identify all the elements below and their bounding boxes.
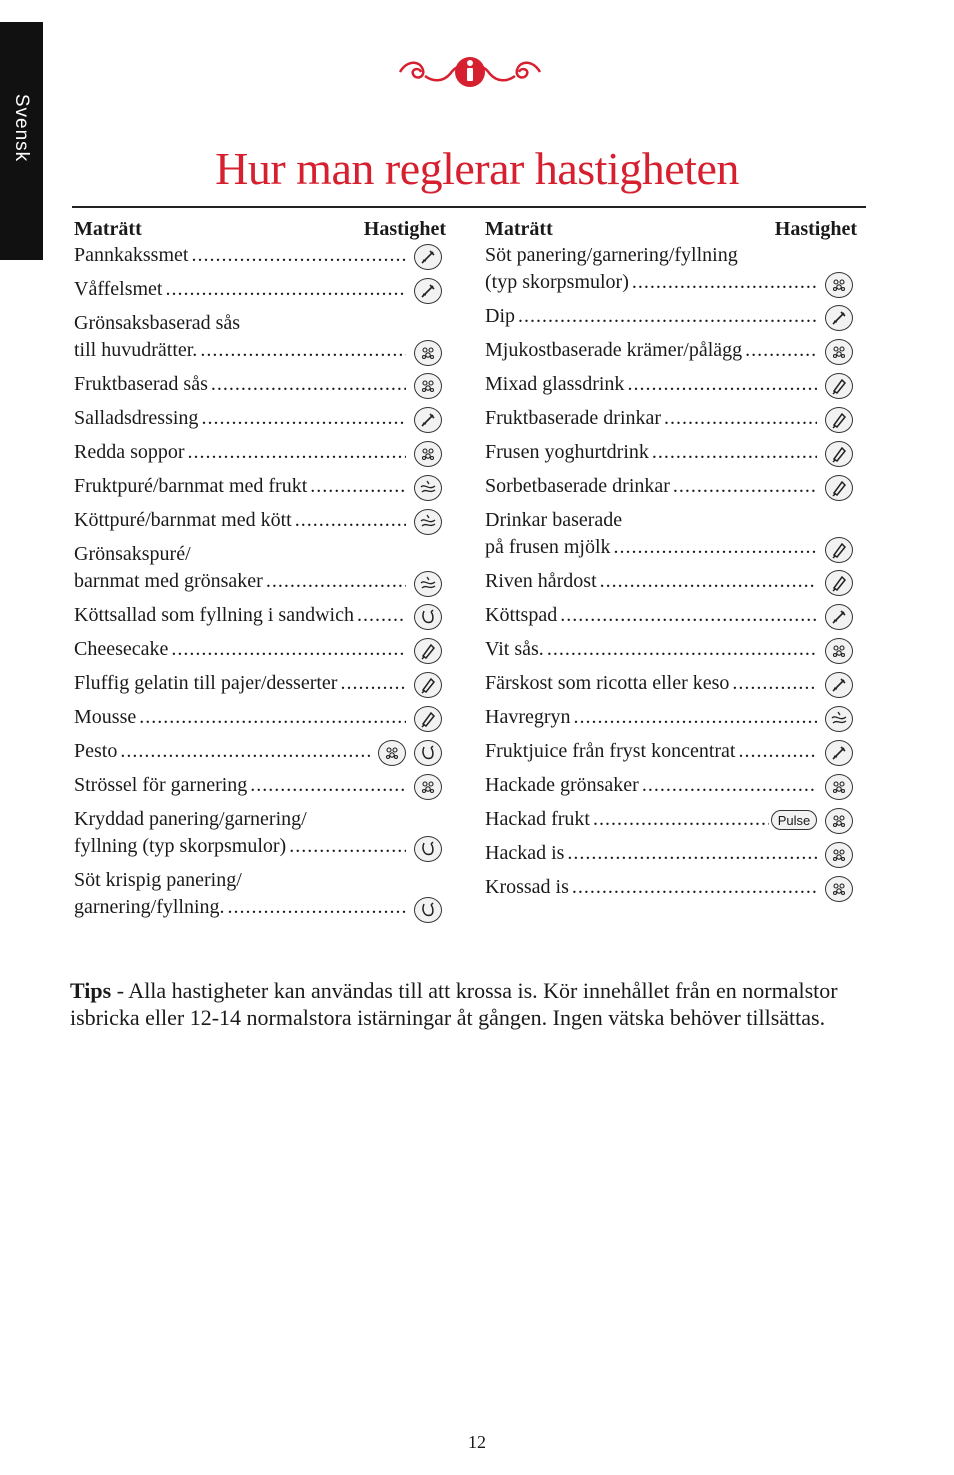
language-tab [0,22,43,260]
table-row [74,242,446,276]
leader-dots [738,738,817,765]
dish-name: Riven hårdost [485,570,597,592]
leader-dots [120,738,370,765]
leader-dots [211,371,406,398]
column-header-speed: Hastighet [774,218,857,240]
dish-name: Pesto [74,740,118,762]
leader-dots [310,473,406,500]
speed-liquefy-icon [825,570,853,596]
table-row [74,473,446,507]
table-row [74,310,446,371]
speed-chop-icon [414,774,442,800]
leader-dots [652,439,817,466]
dish-name: Mousse [74,706,137,728]
leader-dots [266,568,406,595]
dish-name-continued: garnering/fyllning. [74,896,225,918]
speed-puree-icon [414,509,442,535]
speed-puree-icon [414,571,442,597]
speed-liquefy-icon [825,407,853,433]
title-divider [72,206,866,208]
dish-name: Sorbetbaserade drinkar [485,475,670,497]
dish-name-continued: till huvudrätter. [74,339,198,361]
leader-dots [732,670,817,697]
dish-name: Grönsakspuré/ [74,543,191,565]
speed-chop-icon [825,842,853,868]
speed-puree-icon [414,475,442,501]
dish-name: Köttsallad som fyllning i sandwich [74,604,354,626]
leader-dots [673,473,817,500]
speed-liquefy-icon [825,441,853,467]
speed-chop-icon [414,340,442,366]
speed-chop-icon [414,441,442,467]
table-header [485,216,857,242]
leader-dots [574,704,817,731]
leader-dots [560,602,817,629]
column-header-dish: Maträtt [74,218,142,240]
speed-chop-icon [825,638,853,664]
table-row [485,806,857,840]
leader-dots [191,242,406,269]
dish-name: Salladsdressing [74,407,199,429]
dish-name-continued: fyllning (typ skorpsmulor) [74,835,287,857]
speed-chop-icon [825,272,853,298]
leader-dots [188,439,406,466]
dish-name: Hackad frukt [485,808,590,830]
table-row [485,738,857,772]
dish-name-continued: (typ skorpsmulor) [485,271,629,293]
language-label: Svensk [11,93,32,163]
dish-name: Dip [485,305,515,327]
leader-dots [295,507,406,534]
speed-chop-icon [825,808,853,834]
leader-dots [745,337,817,364]
dish-name: Hackade grönsaker [485,774,639,796]
table-row [485,602,857,636]
dish-name: Pannkakssmet [74,244,189,266]
dish-name: Grönsaksbaserad sås [74,312,241,334]
dish-name: Köttspad [485,604,558,626]
table-row [485,303,857,337]
leader-dots [642,772,817,799]
speed-stir-icon [825,672,853,698]
dish-name-continued: barnmat med grönsaker [74,570,263,592]
table-row [485,636,857,670]
pulse-badge: Pulse [771,810,817,830]
table-row [485,670,857,704]
column-header-dish: Maträtt [485,218,553,240]
speed-mix-icon [414,740,442,766]
leader-dots [547,636,817,663]
dish-name: Redda soppor [74,441,185,463]
speed-table-left [74,216,446,928]
speed-table-right [485,216,857,908]
speed-stir-icon [825,740,853,766]
table-row [74,867,446,928]
table-row [485,772,857,806]
table-row [74,602,446,636]
speed-liquefy-icon [825,475,853,501]
table-row [485,704,857,738]
table-row [74,371,446,405]
table-row [74,276,446,310]
leader-dots [357,602,406,629]
dish-name: Strössel för garnering [74,774,248,796]
dish-name: Färskost som ricotta eller keso [485,672,730,694]
table-row [485,405,857,439]
page-number: 12 [468,1432,486,1452]
table-row [74,541,446,602]
leader-dots [228,894,406,921]
dish-name: Havregryn [485,706,571,728]
speed-liquefy-icon [414,672,442,698]
speed-liquefy-icon [825,537,853,563]
speed-mix-icon [414,604,442,630]
dish-name: Våffelsmet [74,278,163,300]
table-row [74,806,446,867]
leader-dots [600,568,817,595]
dish-name: Mixad glassdrink [485,373,625,395]
table-row [74,772,446,806]
dish-name-continued: på frusen mjölk [485,536,611,558]
table-header [74,216,446,242]
table-row [74,670,446,704]
dish-name: Hackad is [485,842,565,864]
table-row [485,568,857,602]
tips-label: Tips [70,978,112,1003]
speed-stir-icon [414,244,442,270]
leader-dots [166,276,407,303]
speed-chop-icon [825,876,853,902]
leader-dots [289,833,406,860]
table-row [485,439,857,473]
leader-dots [664,405,817,432]
speed-stir-icon [414,407,442,433]
table-row [485,371,857,405]
speed-chop-icon [378,740,406,766]
dish-name: Drinkar baserade [485,509,623,531]
dish-name: Frusen yoghurtdrink [485,441,649,463]
table-row [74,507,446,541]
table-row [74,704,446,738]
leader-dots [340,670,406,697]
dish-name: Fluffig gelatin till pajer/desserter [74,672,338,694]
leader-dots [614,534,817,561]
speed-chop-icon [825,774,853,800]
column-header-speed: Hastighet [363,218,446,240]
table-row [485,840,857,874]
leader-dots [593,806,769,833]
speed-mix-icon [414,897,442,923]
table-row [74,738,446,772]
dish-name: Fruktbaserade drinkar [485,407,662,429]
leader-dots [518,303,817,330]
table-row [485,507,857,568]
leader-dots [171,636,406,663]
dish-name: Fruktpuré/barnmat med frukt [74,475,308,497]
table-row [485,337,857,371]
dish-name: Köttpuré/barnmat med kött [74,509,292,531]
dish-name: Vit sås. [485,638,544,660]
dish-name: Kryddad panering/garnering/ [74,808,307,830]
speed-stir-icon [825,604,853,630]
leader-dots [627,371,817,398]
speed-stir-icon [414,278,442,304]
tips-text: - Alla hastigheter kan användas till att krossa is. Kör innehållet från en normalstor isbricka eller 12-14 normalstora istärningar åt gången. Ingen vätska behöver tillsättas. [70,978,838,1030]
leader-dots [139,704,406,731]
leader-dots [250,772,406,799]
speed-puree-icon [825,706,853,732]
table-row [485,242,857,303]
dish-name: Söt panering/garnering/fyllning [485,244,738,266]
leader-dots [632,269,817,296]
speed-chop-icon [414,373,442,399]
leader-dots [567,840,817,867]
leader-dots [201,405,406,432]
table-row [485,874,857,908]
speed-mix-icon [414,836,442,862]
speed-chop-icon [825,339,853,365]
dish-name: Cheesecake [74,638,169,660]
dish-name: Söt krispig panering/ [74,869,242,891]
speed-liquefy-icon [414,706,442,732]
table-row [485,473,857,507]
dish-name: Fruktbaserad sås [74,373,208,395]
tips-paragraph [70,977,860,1031]
info-ornament-icon [395,52,545,92]
leader-dots [200,337,406,364]
speed-liquefy-icon [825,373,853,399]
speed-stir-icon [825,305,853,331]
dish-name: Krossad is [485,876,569,898]
dish-name: Mjukostbaserade krämer/pålägg [485,339,743,361]
speed-liquefy-icon [414,638,442,664]
leader-dots [572,874,817,901]
table-row [74,439,446,473]
table-row [74,636,446,670]
dish-name: Fruktjuice från fryst koncentrat [485,740,736,762]
table-row [74,405,446,439]
page-title: Hur man reglerar hastigheten [215,143,739,194]
